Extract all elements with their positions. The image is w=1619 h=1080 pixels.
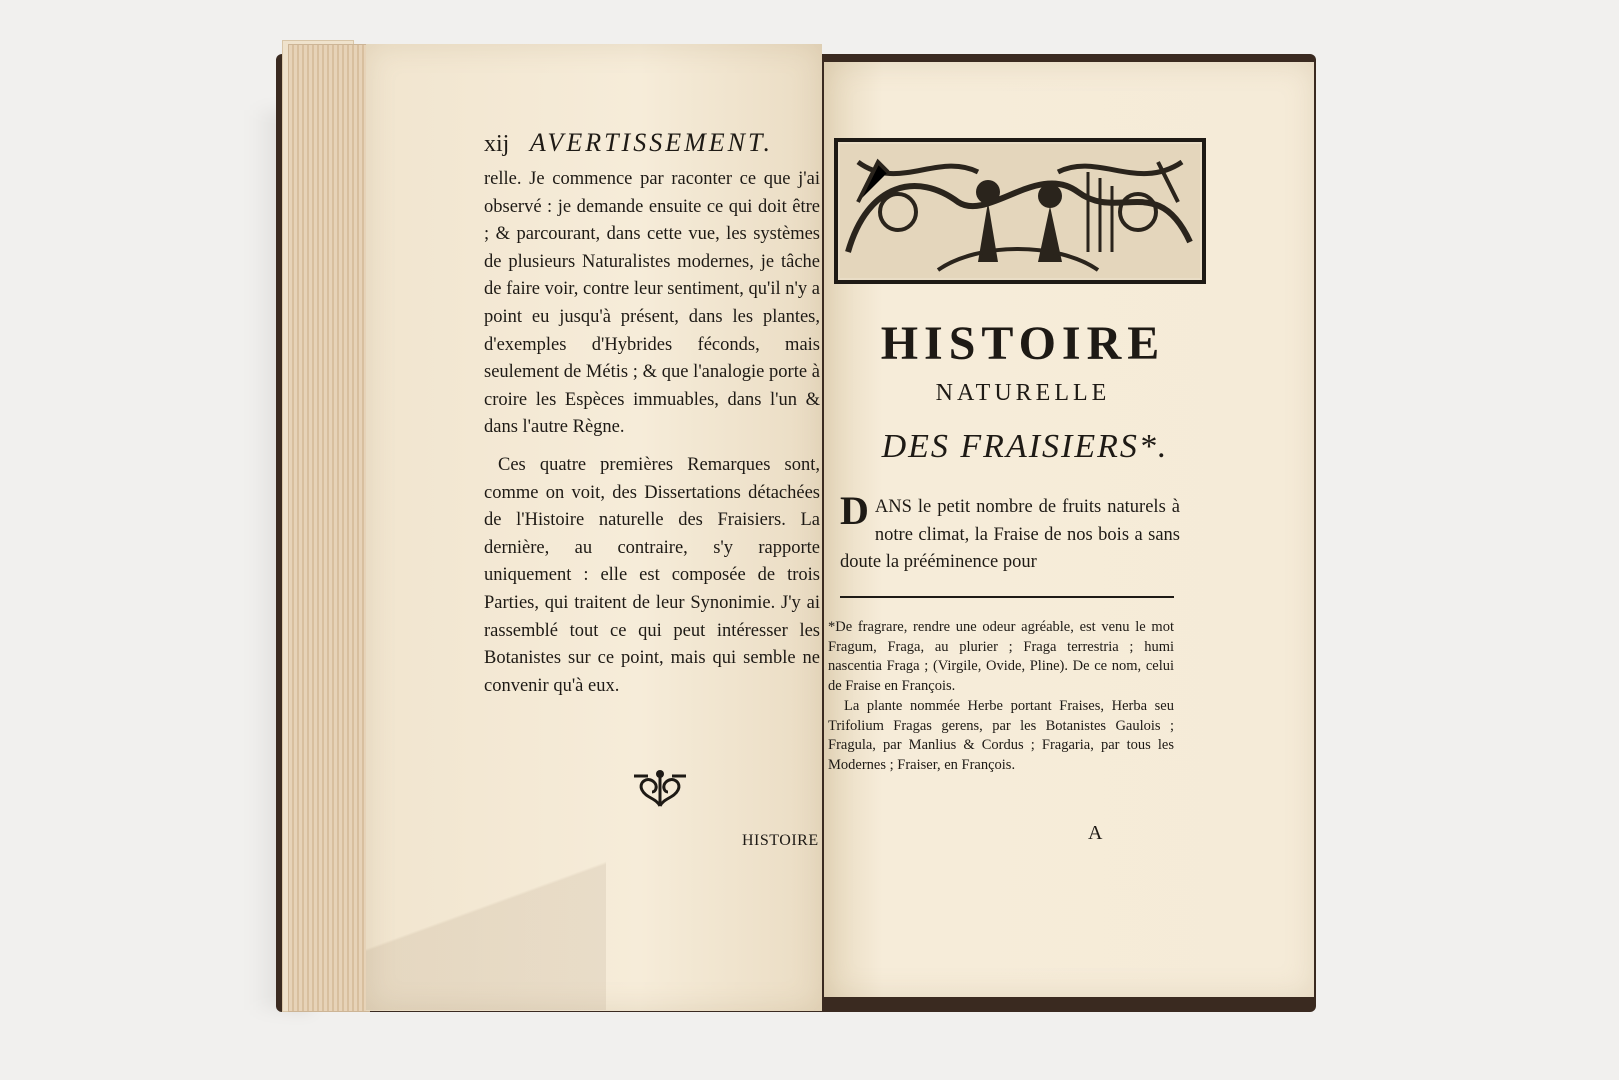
running-title: AVERTISSEMENT. [529,128,773,157]
left-page-text [484,166,820,710]
body-text: ANS le petit nombre de fruits naturels à notre climat, la Fraise de nos bois a sans doute la prééminence pour [840,497,1180,573]
left-paragraph-2: Ces quatre premières Remarques sont, comme on voit, des Dissertations détachées de l'Histoire naturelle des Fraisiers. La dernière, au contraire, s'y rapporte uniquement : elle est composée de trois Parties, qui traitent de leur Synonimie. J'y ai rassemblé tout ce qui peut intéresser les Botanistes sur ce point, mais qui semble ne convenir qu'à eux. [484,454,820,696]
footnote-rule [840,596,1174,598]
chapter-heading: DES FRAISIERS*. [881,428,1169,465]
left-page-header [484,128,814,158]
chapter-title: HISTOIRE [880,317,1166,370]
left-paragraph-1: relle. Je commence par raconter ce que j'ai observé : je demande ensuite ce qui doit être ; & parcourant, dans cette vue, les systèmes de plusieurs Naturalistes modernes, je tâche de faire voir, contre leur sentiment, qu'il n'y a point eu jusqu'à présent, dans les plantes, d'exemples d'Hybrides féconds, mais seulement de Métis ; & que l'analogie porte à croire les Espèces immuables, dans l'un & dans l'autre Règne. [484,169,820,438]
fleuron-ornament-icon [628,768,692,808]
left-page-fold [366,800,606,1010]
book-page-stack [288,44,370,1012]
drop-cap: D [840,488,869,533]
footnotes [828,618,1174,775]
right-page-text [840,488,1180,577]
page-number: xij [484,131,510,157]
footnote-1: *De fragrare, rendre une odeur agréable, est venu le mot Fragum, Fraga, au plurier ; Fraga terrestria ; humi nascentia Fraga ; (Virgile, Ovide, Pline). De ce nom, celui de Fraise en François. [828,619,1174,694]
chapter-subtitle: NATURELLE [935,380,1111,406]
footnote-2: La plante nommée Herbe portant Fraises, Herba seu Trifolium Fragas gerens, par les Botanistes Gaulois ; Fragula, par Manlius & Cordus ; Fragaria, par tous les Modernes ; Fraiser, en François. [828,698,1174,773]
signature-mark: A [1088,822,1103,844]
engraved-vignette-icon [834,138,1206,284]
catchword: HISTOIRE [742,832,819,849]
